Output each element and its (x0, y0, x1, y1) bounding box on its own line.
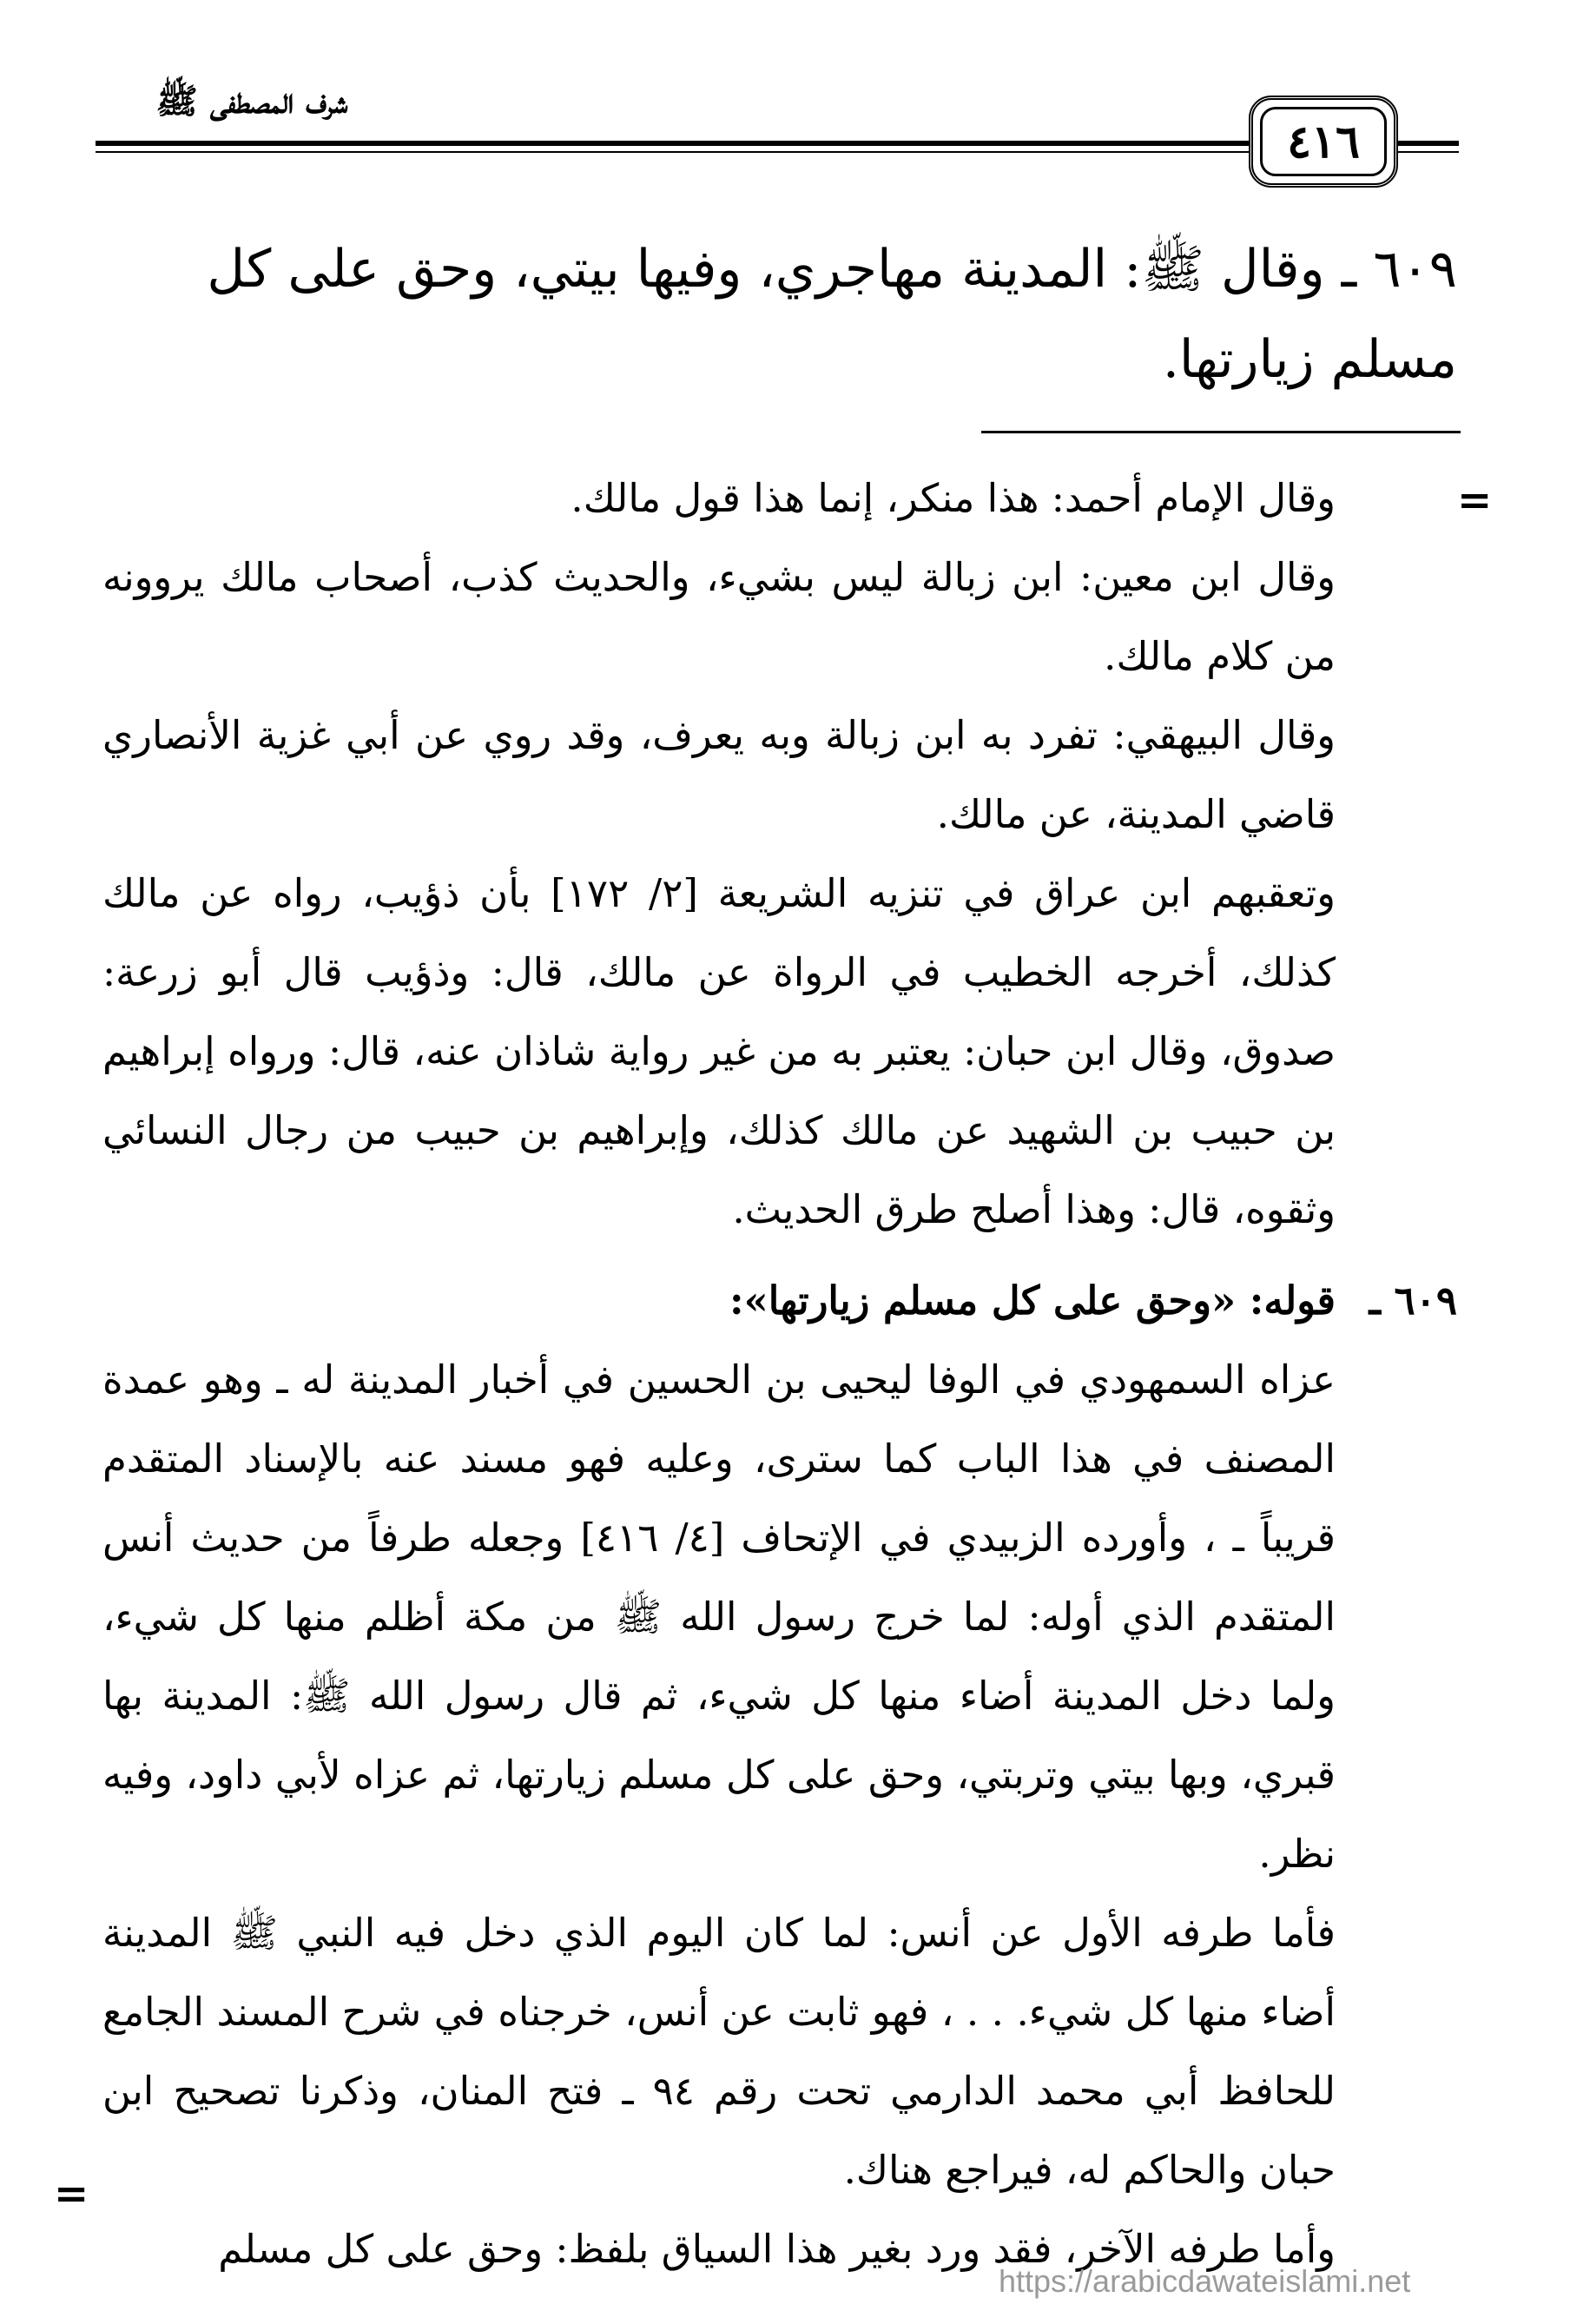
page-number: ٤١٦ (1287, 115, 1360, 168)
note-paragraph: وقال البيهقي: تفرد به ابن زبالة وبه يعرف، وقد روي عن أبي غزية الأنصاري قاضي المدينة، عن مالك. (102, 712, 1336, 837)
footnotes (102, 459, 1457, 2288)
footnote-separator (981, 431, 1461, 433)
watermark-url: https://arabicdawateislami.net (999, 2263, 1411, 2299)
note-paragraph: عزاه السمهودي في الوفا ليحيى بن الحسين في أخبار المدينة له ـ وهو عمدة المصنف في هذا الباب كما سترى، وعليه فهو مسند عنه بالإسناد المتقدم قريباً ـ ، وأورده الزبيدي في الإتحاف [٤/ ٤١٦] وجعله طرفاً من حديث أنس المتقدم الذي أوله: لما خرج رسول الله ﷺ من مكة أظلم منها كل شيء، ولما دخل المدينة أضاء منها كل شيء، ثم قال رسول الله ﷺ: المدينة بها قبري، وبها بيتي وتربتي، وحق على كل مسلم زيارتها، ثم عزاه لأبي داود، وفيه نظر. (102, 1357, 1336, 1877)
main-line: مسلم زيارتها. (1162, 329, 1457, 390)
header-rule-thick-right (1398, 141, 1459, 146)
running-head-title: شرف المصطفى ﷺ (155, 81, 348, 122)
note-paragraph: وقال الإمام أحمد: هذا منكر، إنما هذا قول مالك. (571, 475, 1336, 521)
page-number-frame (1249, 96, 1398, 188)
note-heading-text: قوله: «وحق على كل مسلم زيارتها»: (729, 1278, 1336, 1324)
continuation-mark-bottom: = (54, 2169, 89, 2218)
header-rule-thick (96, 141, 1250, 146)
note-paragraph: وتعقبهم ابن عراق في تنزيه الشريعة [٢/ ١٧٢] بأن ذؤيب، رواه عن مالك كذلك، أخرجه الخطيب في الرواة عن مالك، قال: وذؤيب قال أبو زرعة: صدوق، وقال ابن حبان: يعتبر به من غير رواية شاذان عنه، قال: ورواه إبراهيم بن حبيب بن الشهيد عن مالك كذلك، وإبراهيم بن حبيب من رجال النسائي وثقوه، قال: وهذا أصلح طرق الحديث. (102, 870, 1336, 1232)
note-paragraph: وقال ابن معين: ابن زبالة ليس بشيء، والحديث كذب، أصحاب مالك يروونه من كلام مالك. (102, 554, 1336, 679)
header-rule-thin-right (1398, 151, 1459, 153)
note-heading (102, 1261, 1457, 1340)
note-paragraph: فأما طرفه الأول عن أنس: لما كان اليوم الذي دخل فيه النبي ﷺ المدينة أضاء منها كل شيء. . . ، فهو ثابت عن أنس، خرجناه في شرح المسند الجامع للحافظ أبي محمد الدارمي تحت رقم ٩٤ ـ فتح المنان، وذكرنا تصحيح ابن حبان والحاكم له، فيراجع هناك. (102, 1910, 1336, 2193)
main-line: ٦٠٩ ـ وقال ﷺ: المدينة مهاجري، وفيها بيتي، وحق على كل (207, 239, 1457, 300)
continuation-mark-top: = (1457, 476, 1493, 525)
main-text (102, 224, 1457, 405)
header-rule-thin (96, 151, 1250, 153)
note-number: ٦٠٩ ـ (1369, 1278, 1457, 1324)
note-paragraph: وأما طرفه الآخر، فقد ورد بغير هذا السياق بلفظ: وحق على كل مسلم (218, 2226, 1336, 2272)
